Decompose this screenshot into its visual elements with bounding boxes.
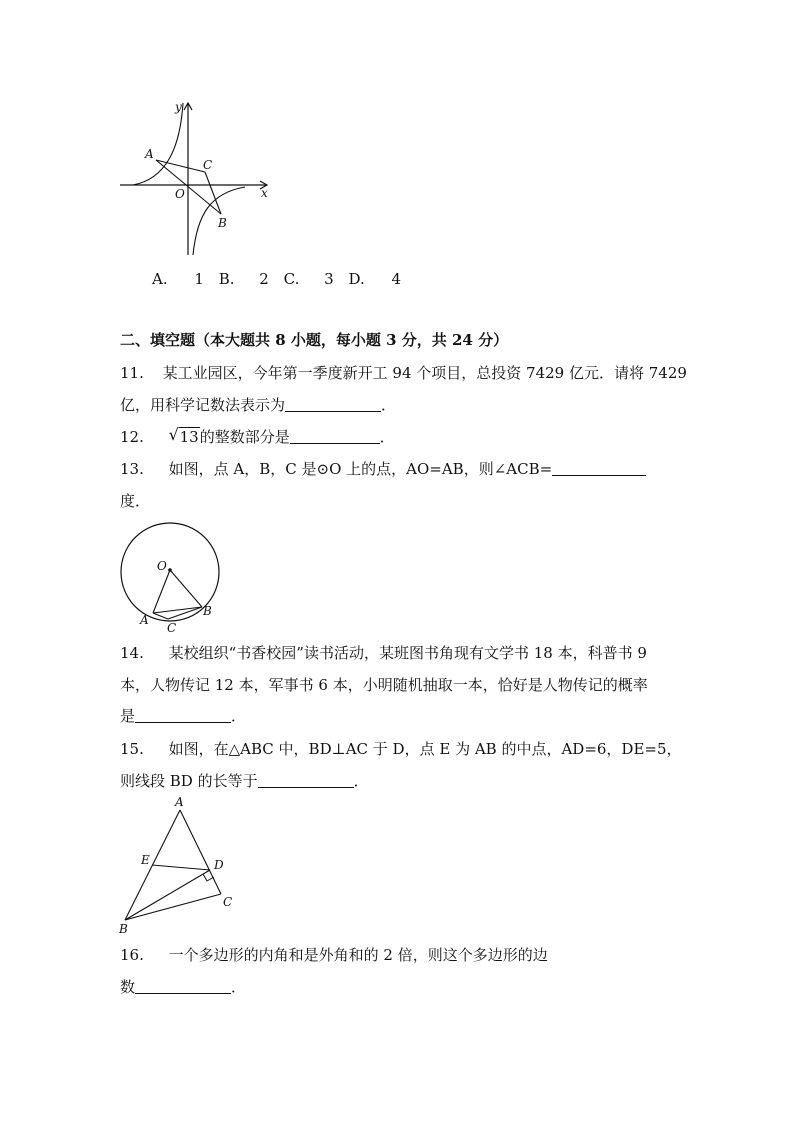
q14-text: 某校组织“书香校园”读书活动，某班图书角现有文学书 18 本，科普书 9	[168, 644, 647, 662]
option-b-value: 2	[259, 270, 269, 288]
q16-line2	[120, 977, 246, 997]
label-o: O	[175, 187, 185, 201]
label-a: A	[175, 795, 184, 809]
q16-line1	[120, 945, 548, 965]
segment-ac	[180, 810, 221, 894]
q13-line1	[120, 459, 646, 479]
option-a-label: A.	[152, 270, 168, 288]
sqrt-icon: √	[168, 425, 179, 444]
option-a-value: 1	[194, 270, 204, 288]
segment-bc	[125, 894, 221, 920]
circle-figure	[115, 520, 225, 635]
label-e: E	[141, 853, 150, 867]
triangle-figure	[112, 793, 242, 935]
label-b: B	[119, 922, 128, 935]
section-heading: 二、填空题（本大题共 8 小题，每小题 3 分，共 24 分）	[120, 331, 509, 349]
q15-text: 如图，在△ABC 中，BD⊥AC 于 D，点 E 为 AB 的中点，AD=6，DE=5，	[168, 740, 682, 758]
q13-number: 13.	[120, 460, 144, 478]
q12-line	[120, 427, 395, 447]
q11-answer-blank[interactable]	[285, 396, 381, 412]
q14-line3	[120, 706, 246, 726]
q12-text: 的整数部分是	[199, 428, 290, 446]
q12-number: 12.	[120, 428, 144, 446]
q14-text3: 是	[120, 707, 136, 725]
q16-answer-blank[interactable]	[135, 978, 231, 994]
q16-text: 一个多边形的内角和是外角和的 2 倍，则这个多边形的边	[168, 946, 548, 964]
q15-number: 15.	[120, 740, 144, 758]
option-b-label: B.	[218, 270, 235, 288]
q14-answer-blank[interactable]	[135, 707, 231, 723]
q13-text: 如图，点 A，B，C 是⊙O 上的点，AO=AB，则∠ACB=	[168, 460, 553, 478]
q15-line1	[120, 739, 682, 759]
q14-line2: 本，人物传记 12 本，军事书 6 本，小明随机抽取一本，恰好是人物传记的概率	[120, 676, 648, 694]
q12-radicand: 13	[179, 428, 199, 446]
q13-line2: 度．	[120, 492, 151, 510]
q11-end: ．	[381, 396, 397, 414]
q15-answer-blank[interactable]	[258, 772, 354, 788]
q15-end: ．	[353, 772, 369, 790]
hyperbola-branch-left	[133, 103, 183, 185]
label-x: x	[261, 186, 268, 200]
label-o: O	[157, 559, 167, 573]
option-c-value: 3	[324, 270, 334, 288]
q15-line2	[120, 771, 369, 791]
q10-options	[152, 269, 401, 289]
segment-ob	[170, 570, 202, 607]
q12-answer-blank[interactable]	[290, 428, 380, 444]
label-b: B	[203, 604, 212, 618]
q11-text2: 亿，用科学记数法表示为	[120, 396, 286, 414]
q14-number: 14.	[120, 644, 144, 662]
q14-line1	[120, 643, 647, 663]
q16-end: ．	[231, 978, 247, 996]
q15-text2: 则线段 BD 的长等于	[120, 772, 258, 790]
option-d-label: D.	[348, 270, 365, 288]
q13-answer-blank[interactable]	[552, 460, 646, 476]
q14-end: ．	[231, 707, 247, 725]
label-a: A	[145, 147, 154, 161]
hyperbola-figure	[115, 95, 280, 260]
q16-number: 16.	[120, 946, 144, 964]
q11-number: 11.	[120, 364, 144, 382]
q11-text: 某工业园区，今年第一季度新开工 94 个项目，总投资 7429 亿元．请将 7429	[162, 364, 687, 382]
label-c: C	[167, 621, 177, 635]
segment-ed	[152, 865, 210, 870]
q16-text2: 数	[120, 978, 136, 996]
label-b: B	[218, 216, 227, 230]
q12-sqrt	[169, 427, 200, 447]
label-c: C	[203, 158, 213, 172]
option-c-label: C.	[283, 270, 300, 288]
label-c: C	[223, 895, 233, 909]
q11-line1	[120, 363, 687, 383]
segment-oa	[153, 570, 170, 613]
option-d-value: 4	[391, 270, 402, 288]
q11-line2	[120, 395, 396, 415]
label-y: y	[175, 100, 182, 114]
q12-end: ．	[379, 428, 395, 446]
label-a: A	[140, 613, 149, 627]
label-d: D	[214, 858, 224, 872]
